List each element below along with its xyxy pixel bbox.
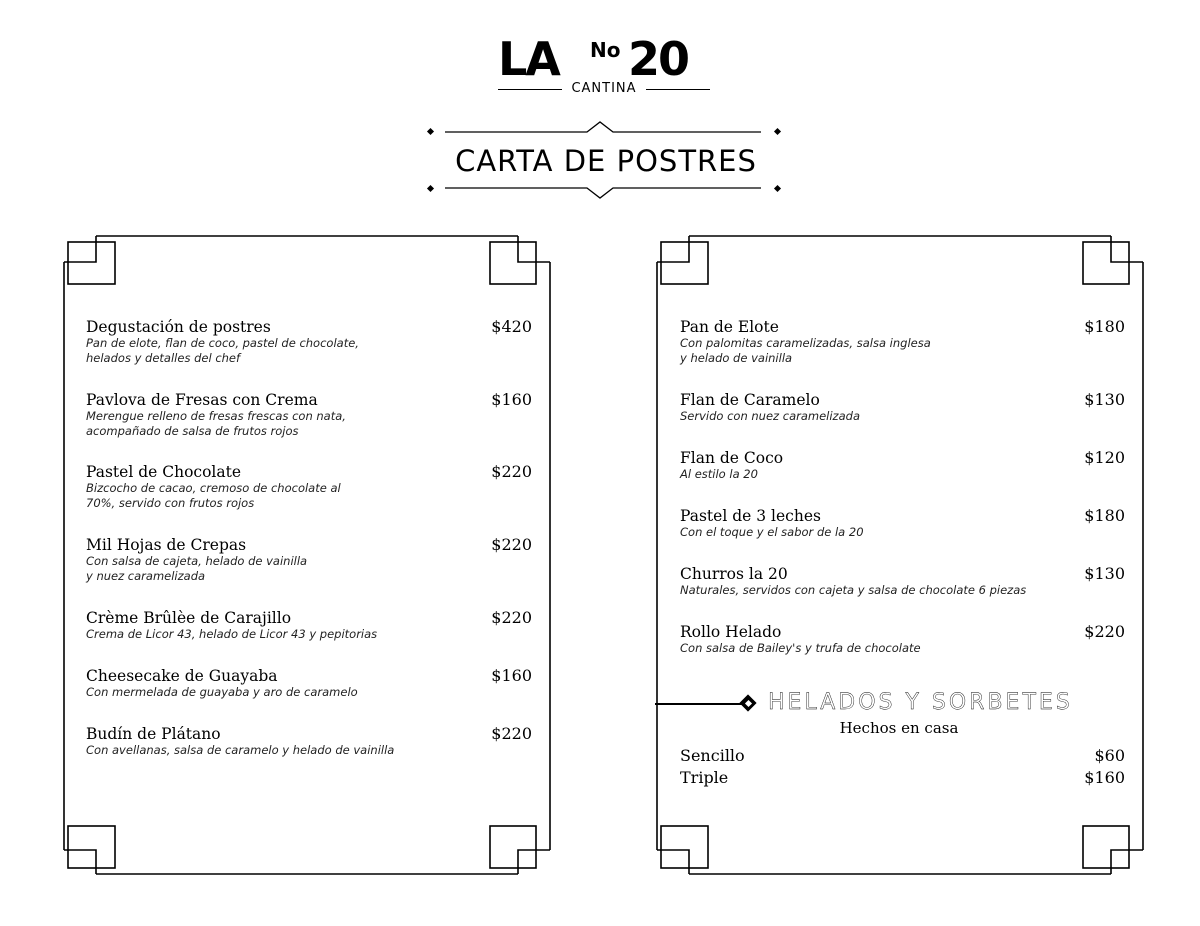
item-description (86, 685, 358, 700)
item-description (680, 409, 860, 424)
section-title: HELADOS Y SORBETES (768, 690, 1073, 715)
description-line: Con salsa de cajeta, helado de vainilla (86, 554, 308, 568)
logo-subtitle: CANTINA (571, 81, 637, 96)
item-description (86, 336, 359, 366)
item-name: Pan de Elote (680, 318, 779, 336)
item-description (680, 467, 758, 482)
item-description (86, 627, 377, 642)
item-description (680, 336, 931, 366)
description-line: Bizcocho de cacao, cremoso de chocolate al (86, 481, 341, 495)
item-description (680, 641, 921, 656)
item-price: $180 (1084, 506, 1125, 525)
item-name: Pavlova de Fresas con Crema (86, 391, 318, 409)
item-price: $220 (1084, 622, 1125, 641)
description-line: y nuez caramelizada (86, 569, 206, 583)
description-line: Con el toque y el sabor de la 20 (680, 525, 864, 539)
item-price: $220 (491, 462, 532, 481)
item-name: Cheesecake de Guayaba (86, 667, 278, 685)
item-name: Budín de Plátano (86, 725, 221, 743)
scoop-price: $160 (1084, 768, 1125, 787)
item-name: Crème Brûlèe de Carajillo (86, 609, 292, 627)
item-description (86, 481, 341, 511)
description-line: Con palomitas caramelizadas, salsa inglesa (680, 336, 931, 350)
item-name: Churros la 20 (680, 565, 788, 583)
item-price: $160 (491, 390, 532, 409)
description-line: acompañado de salsa de frutos rojos (86, 424, 299, 438)
item-price: $130 (1084, 564, 1125, 583)
description-line: helados y detalles del chef (86, 351, 241, 365)
item-name: Mil Hojas de Crepas (86, 536, 247, 554)
logo-no: No (590, 38, 621, 62)
item-name: Degustación de postres (86, 318, 271, 336)
scoop-name: Sencillo (680, 746, 745, 765)
item-name: Flan de Caramelo (680, 391, 820, 409)
item-description (86, 743, 394, 758)
logo-number: 20 (628, 32, 689, 86)
item-price: $220 (491, 724, 532, 743)
description-line: Naturales, servidos con cajeta y salsa de chocolate 6 piezas (680, 583, 1027, 597)
description-line: y helado de vainilla (680, 351, 793, 365)
scoop-price: $60 (1094, 746, 1125, 765)
item-price: $120 (1084, 448, 1125, 467)
item-description (86, 554, 307, 584)
item-price: $160 (491, 666, 532, 685)
logo-la: LA (498, 32, 559, 86)
logo-rule-left (498, 89, 562, 90)
description-line: Servido con nuez caramelizada (680, 409, 860, 423)
item-name: Flan de Coco (680, 449, 784, 467)
description-line: Con avellanas, salsa de caramelo y helado de vainilla (86, 743, 395, 757)
item-description (86, 409, 346, 439)
scoop-option (680, 746, 1125, 766)
item-price: $180 (1084, 317, 1125, 336)
logo-rule-right (646, 89, 710, 90)
item-price: $420 (491, 317, 532, 336)
description-line: Merengue relleno de fresas frescas con nata, (86, 409, 346, 423)
item-price: $130 (1084, 390, 1125, 409)
item-price: $220 (491, 608, 532, 627)
menu-title: CARTA DE POSTRES (455, 144, 757, 178)
description-line: 70%, servido con frutos rojos (86, 496, 255, 510)
section-rule (655, 703, 743, 705)
description-line: Crema de Licor 43, helado de Licor 43 y pepitorias (86, 627, 378, 641)
description-line: Con mermelada de guayaba y aro de caramelo (86, 685, 358, 699)
description-line: Con salsa de Bailey's y trufa de chocolate (680, 641, 921, 655)
item-name: Rollo Helado (680, 623, 782, 641)
logo (498, 32, 710, 98)
description-line: Pan de elote, flan de coco, pastel de chocolate, (86, 336, 359, 350)
item-price: $220 (491, 535, 532, 554)
item-name: Pastel de Chocolate (86, 463, 242, 481)
item-description (680, 583, 1026, 598)
scoop-option (680, 768, 1125, 788)
item-name: Pastel de 3 leches (680, 507, 821, 525)
scoop-name: Triple (680, 768, 729, 787)
description-line: Al estilo la 20 (680, 467, 758, 481)
item-description (680, 525, 864, 540)
section-subtitle: Hechos en casa (839, 719, 959, 737)
